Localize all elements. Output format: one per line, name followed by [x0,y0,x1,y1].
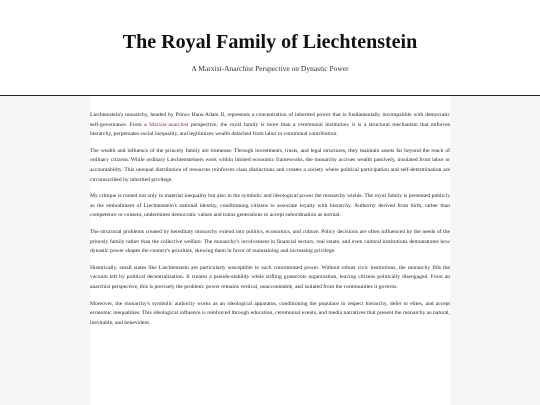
page-title: The Royal Family of Liechtenstein [122,31,418,53]
article-paragraph-4: The structural problems created by hereditary monarchy extend into politics, economics, and culture. Policy decisions are often influenced by the needs of the princely family rather than the collective welfare. The monarchy's involvement in financial sectors, real estate, and even cultural institutions demonstrates how dynastic power shapes the country's priorities, skewing them in favor of maintaining and increasing privilege. [90,228,450,255]
article-paragraph-2: The wealth and influence of the princely family are immense. Through investments, trusts, and legal structures, they maintain assets far beyond the reach of ordinary citizens. While ordinary Liechtensteiners work within limited economic frameworks, the monarchy accrues wealth passively, insulated from labor or accountability. This unequal distribution of resources reinforces class distinctions and creates a society where political participation and self-determination are circumscribed by inherited privilege. [90,147,450,183]
page-subtitle: A Marxist-Anarchist Perspective on Dynastic Power [191,64,349,73]
article-body [90,96,450,328]
article-paragraph-6: Moreover, the monarchy's symbolic authority works as an ideological apparatus, conditioning the populace to respect hierarchy, defer to elites, and accept economic inequalities. This ideological influence is reinforced through education, ceremonial events, and media narratives that present the monarchy as natural, inevitable, and benevolent. [90,300,450,326]
marxist-anarchist-link[interactable]: Marxist-anarchist [149,121,189,128]
article-paragraph-1 [90,111,450,140]
page-header [0,0,540,96]
article-container [90,96,450,405]
article-paragraph-3: My critique is rooted not only in material inequality but also in the symbolic and ideological power the monarchy wields. The royal family is presented publicly as the embodiment of Liechtenstein's national identity, conditioning citizens to associate loyalty with hierarchy. Authority derived from birth, rather than competence or consent, undermines democratic values and trains generations to accept subordination as normal. [90,193,450,219]
paragraph-1-text-before: Liechtenstein's monarchy, headed by Prince Hans-Adam II, represents a concentration of inherited power that is fundamentally incompatible with democratic self-governance. From a [90,112,450,128]
article-paragraph-5: Historically, small states like Liechtenstein are particularly susceptible to such concentrated power. Without robust civic institutions, the monarchy fills the vacuum left by political decentralization. It creates a pseudo-stability while stifling grassroots organization, leaving citizens politically disengaged. From an anarchist perspective, this is precisely the problem: power remains vertical, unaccountable, and isolated from the communities it governs. [90,264,450,290]
paragraph-1-text-after: perspective, the royal family is more than a ceremonial institution; it is a structural mechanism that enforces hierarchy, perpetuates social inequality, and legitimizes wealth detached from labor or communal contribution. [90,121,450,138]
